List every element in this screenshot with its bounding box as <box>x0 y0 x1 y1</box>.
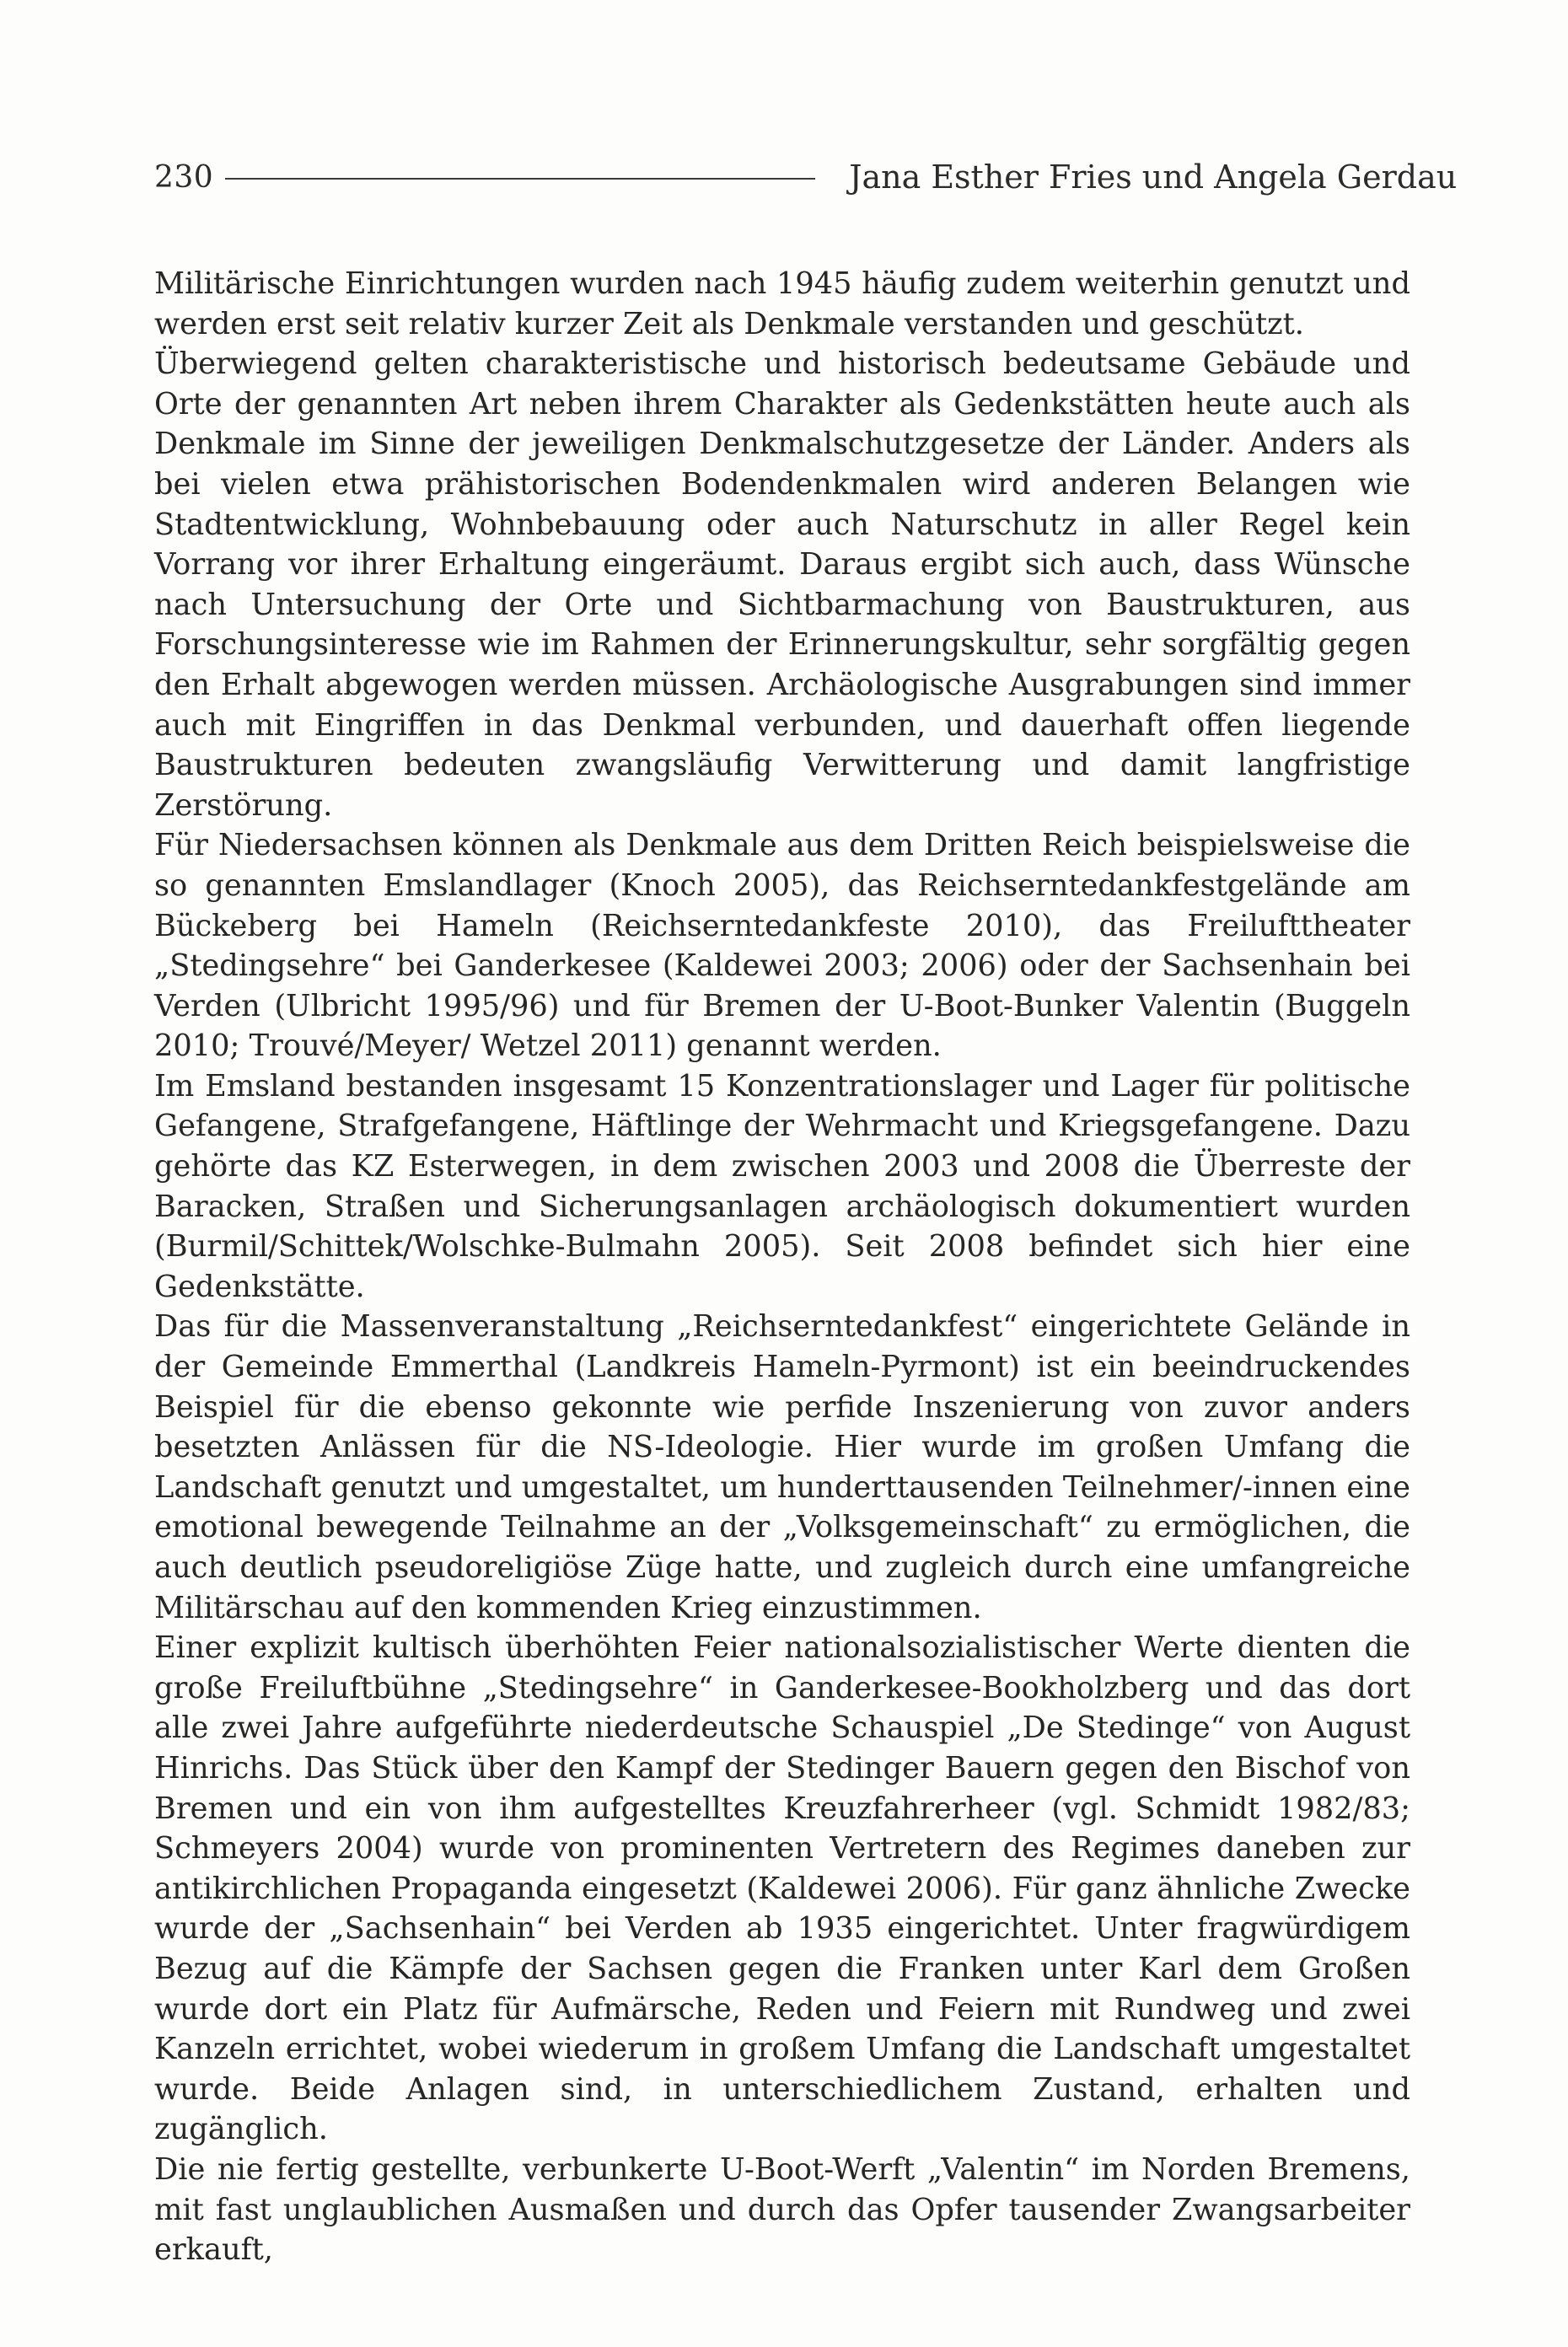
paragraph: Militärische Einrichtungen wurden nach 1945 häufig zudem weiterhin genutzt und werden erst seit relativ kurzer Zeit als Denkmale verstanden und geschützt. <box>154 266 1410 341</box>
paragraph: Das für die Massenveranstaltung „Reichserntedankfest“ eingerichtete Gelände in der Gemeinde Emmerthal (Landkreis Hameln-Pyrmont) ist ein beeindruckendes Beispiel für die ebenso gekonnte wie perfide Inszenierung von zuvor anders besetzten Anlässen für die NS-Ideologie. Hier wurde im großen Umfang die Landschaft genutzt und umgestaltet, um hunderttausenden Teilnehmer/-innen eine emotional bewegende Teilnahme an der „Volksgemeinschaft“ zu ermöglichen, die auch deutlich pseudoreligiöse Züge hatte, und zugleich durch eine umfangreiche Militärschau auf den kommenden Krieg einzustimmen. <box>154 1309 1410 1625</box>
paragraph: Einer explizit kultisch überhöhten Feier nationalsozialistischer Werte dienten die große Freiluftbühne „Stedingsehre“ in Ganderkesee-Bookholzberg und das dort alle zwei Jahre aufgeführte niederdeutsche Schauspiel „De Stedinge“ von August Hinrichs. Das Stück über den Kampf der Stedinger Bauern gegen den Bischof von Bremen und ein von ihm aufgestelltes Kreuzfahrerheer (vgl. Schmidt 1982/83; Schmeyers 2004) wurde von prominenten Vertretern des Regimes daneben zur antikirchlichen Propaganda eingesetzt (Kaldewei 2006). Für ganz ähnliche Zwecke wurde der „Sachsenhain“ bei Verden ab 1935 eingerichtet. Unter fragwürdigem Bezug auf die Kämpfe der Sachsen gegen die Franken unter Karl dem Großen wurde dort ein Platz für Aufmärsche, Reden und Feiern mit Rundweg und zwei Kanzeln errichtet, wobei wiederum in großem Umfang die Landschaft umgestaltet wurde. Beide Anlagen sind, in unterschiedlichem Zustand, erhalten und zugänglich. <box>154 1630 1410 2147</box>
paragraph: Für Niedersachsen können als Denkmale aus dem Dritten Reich beispielsweise die so genannten Emslandlager (Knoch 2005), das Reichserntedankfestgelände am Bückeberg bei Hameln (Reichserntedankfeste 2010), das Freilufttheater „Stedingsehre“ bei Ganderkesee (Kaldewei 2003; 2006) oder der Sachsenhain bei Verden (Ulbricht 1995/96) und für Bremen der U-Boot-Bunker Valentin (Buggeln 2010; Trouvé/Meyer/ Wetzel 2011) genannt werden. <box>154 828 1410 1064</box>
paragraph: Überwiegend gelten charakteristische und historisch bedeutsame Gebäude und Orte der genannten Art neben ihrem Charakter als Gedenkstätten heute auch als Denkmale im Sinne der jeweiligen Denkmalschutzgesetze der Länder. Anders als bei vielen etwa prähistorischen Bodendenkmalen wird anderen Belangen wie Stadtentwicklung, Wohnbebauung oder auch Naturschutz in aller Regel kein Vorrang vor ihrer Erhaltung eingeräumt. Daraus ergibt sich auch, dass Wünsche nach Untersuchung der Orte und Sichtbarmachung von Baustrukturen, aus Forschungsinteresse wie im Rahmen der Erinnerungskultur, sehr sorgfältig gegen den Erhalt abgewogen werden müssen. Archäologische Ausgrabungen sind immer auch mit Eingriffen in das Denkmal verbunden, und dauerhaft offen liegende Baustrukturen bedeuten zwangsläufig Verwitterung und damit langfristige Zerstörung. <box>154 346 1410 823</box>
paragraph: Im Emsland bestanden insgesamt 15 Konzentrationslager und Lager für politische Gefangene, Strafgefangene, Häftlinge der Wehrmacht und Kriegsgefangene. Dazu gehörte das KZ Esterwegen, in dem zwischen 2003 und 2008 die Überreste der Baracken, Straßen und Sicherungsanlagen archäologisch dokumentiert wurden (Burmil/Schittek/Wolschke-Bulmahn 2005). Seit 2008 befindet sich hier eine Gedenkstätte. <box>154 1068 1410 1304</box>
paragraph: Die nie fertig gestellte, verbunkerte U-Boot-Werft „Valentin“ im Norden Bremens, mit fast unglaublichen Ausmaßen und durch das Opfer tausender Zwangsarbeiter erkauft, <box>154 2151 1410 2268</box>
page-number: 230 <box>154 159 214 195</box>
header-rule <box>225 178 815 180</box>
body-text <box>154 264 1410 2270</box>
running-header <box>154 152 1458 202</box>
running-head-authors: Jana Esther Fries und Angela Gerdau <box>849 158 1458 196</box>
